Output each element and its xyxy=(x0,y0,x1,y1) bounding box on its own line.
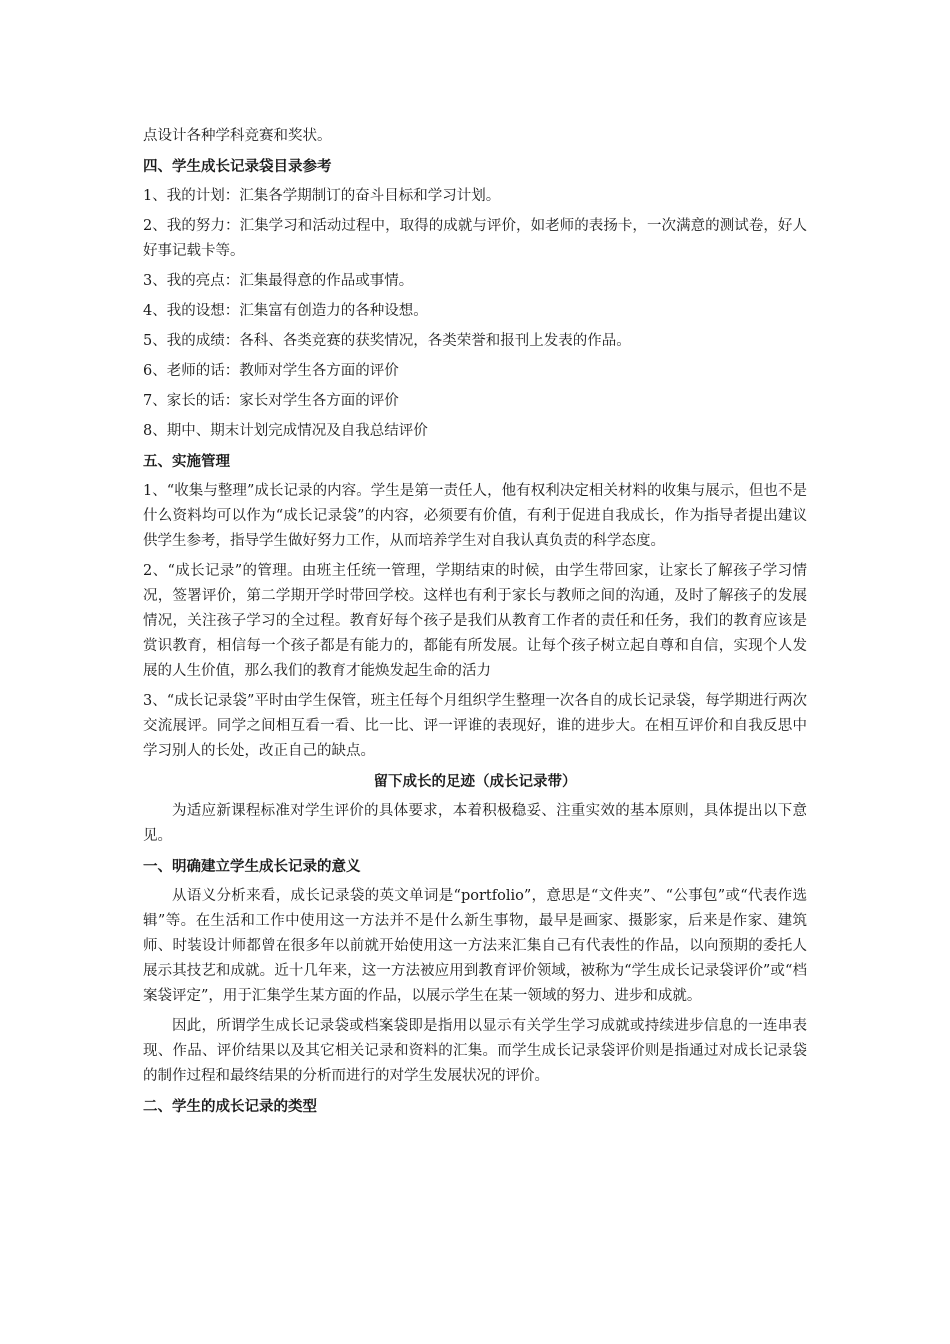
paragraph: 2、“成长记录”的管理。由班主任统一管理，学期结束的时候，由学生带回家，让家长了解孩子学习情况，签署评价，第二学期开学时带回学校。这样也有利于家长与教师之间的沟通，及时了解孩子的发展情况，关注孩子学习的全过程。教育好每个孩子是我们从教育工作者的责任和任务，我们的教育应该是赏识教育，相信每一个孩子都是有能力的，都能有所发展。让每个孩子树立起自尊和自信，实现个人发展的人生价值，那么我们的教育才能焕发起生命的活力 xyxy=(143,563,807,679)
paragraph: 3、“成长记录袋”平时由学生保管，班主任每个月组织学生整理一次各自的成长记录袋，每学期进行两次交流展评。同学之间相互看一看、比一比、评一评谁的表现好，谁的进步大。在相互评价和自我反思中学习别人的长处，改正自己的缺点。 xyxy=(143,693,807,759)
paragraph: 1、“收集与整理”成长记录的内容。学生是第一责任人，他有权利决定相关材料的收集与展示，但也不是什么资料均可以作为“成长记录袋”的内容，必须要有价值，有利于促进自我成长，作为指导者提出建议供学生参考，指导学生做好努力工作，从而培养学生对自我认真负责的科学态度。 xyxy=(143,483,807,549)
section-heading: 四、学生成长记录袋目录参考 xyxy=(143,158,332,175)
section-heading: 二、学生的成长记录的类型 xyxy=(143,1098,317,1115)
list-item: 3、我的亮点：汇集最得意的作品或事情。 xyxy=(143,273,414,289)
paragraph: 为适应新课程标准对学生评价的具体要求，本着积极稳妥、注重实效的基本原则，具体提出以下意见。 xyxy=(143,803,807,844)
section-heading: 一、明确建立学生成长记录的意义 xyxy=(143,858,361,875)
list-item: 1、我的计划：汇集各学期制订的奋斗目标和学习计划。 xyxy=(143,188,501,204)
section-heading: 五、实施管理 xyxy=(143,453,230,470)
document-page xyxy=(143,124,807,1124)
list-item: 5、我的成绩：各科、各类竞赛的获奖情况，各类荣誉和报刊上发表的作品。 xyxy=(143,333,631,349)
article-title: 留下成长的足迹（成长记录带） xyxy=(373,773,577,790)
list-item: 6、老师的话：教师对学生各方面的评价 xyxy=(143,363,399,379)
list-item: 7、家长的话：家长对学生各方面的评价 xyxy=(143,393,399,409)
list-item: 4、我的设想：汇集富有创造力的各种设想。 xyxy=(143,303,428,319)
paragraph: 从语义分析来看，成长记录袋的英文单词是“portfolio”，意思是“文件夹”、“公事包”或“代表作选辑”等。在生活和工作中使用这一方法并不是什么新生事物，最早是画家、摄影家，后来是作家、建筑师、时装设计师都曾在很多年以前就开始使用这一方法来汇集自己有代表性的作品，以向预期的委托人展示其技艺和成就。近十几年来，这一方法被应用到教育评价领域，被称为“学生成长记录袋评价”或“档案袋评定”，用于汇集学生某方面的作品，以展示学生在某一领域的努力、进步和成就。 xyxy=(143,888,807,1004)
list-item: 8、期中、期末计划完成情况及自我总结评价 xyxy=(143,423,428,439)
list-item: 2、我的努力：汇集学习和活动过程中，取得的成就与评价，如老师的表扬卡，一次满意的测试卷，好人好事记载卡等。 xyxy=(143,218,807,259)
paragraph: 点设计各种学科竞赛和奖状。 xyxy=(143,128,332,144)
paragraph: 因此，所谓学生成长记录袋或档案袋即是指用以显示有关学生学习成就或持续进步信息的一连串表现、作品、评价结果以及其它相关记录和资料的汇集。而学生成长记录袋评价则是指通过对成长记录袋的制作过程和最终结果的分析而进行的对学生发展状况的评价。 xyxy=(143,1018,807,1084)
